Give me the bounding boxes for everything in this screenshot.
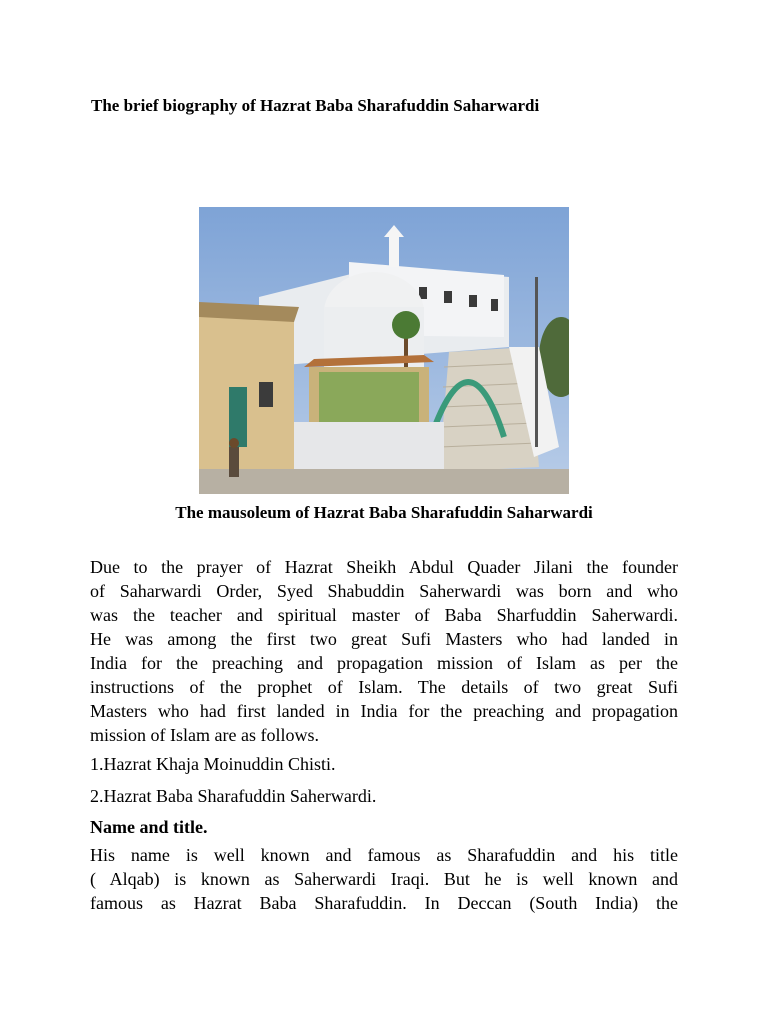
mausoleum-photo: [199, 207, 569, 494]
list-item: 2.Hazrat Baba Sharafuddin Saherwardi.: [90, 786, 377, 806]
name-title-paragraph: [90, 843, 678, 915]
paragraph-line: instructions of the prophet of Islam. The details of two great Sufi: [90, 677, 678, 697]
document-title: The brief biography of Hazrat Baba Sharafuddin Saharwardi: [91, 96, 540, 115]
paragraph-line: India for the preaching and propagation mission of Islam as per the: [90, 653, 678, 673]
photo-caption: The mausoleum of Hazrat Baba Sharafuddin Saharwardi: [175, 503, 593, 522]
paragraph-line: famous as Hazrat Baba Sharafuddin. In Deccan (South India) the: [90, 893, 678, 913]
list-item: 1.Hazrat Khaja Moinuddin Chisti.: [90, 754, 336, 774]
intro-paragraph: [90, 555, 678, 747]
section-heading: Name and title.: [90, 817, 208, 837]
paragraph-line: was the teacher and spiritual master of Baba Sharfuddin Saherwardi.: [90, 605, 678, 625]
paragraph-line: He was among the first two great Sufi Masters who had landed in: [90, 629, 678, 649]
paragraph-line: His name is well known and famous as Sharafuddin and his title: [90, 845, 678, 865]
paragraph-line: mission of Islam are as follows.: [90, 725, 319, 745]
paragraph-line: Due to the prayer of Hazrat Sheikh Abdul Quader Jilani the founder: [90, 557, 678, 577]
paragraph-line: Masters who had first landed in India for the preaching and propagation: [90, 701, 678, 721]
paragraph-line: of Saharwardi Order, Syed Shabuddin Saherwardi was born and who: [90, 581, 678, 601]
paragraph-line: ( Alqab) is known as Saherwardi Iraqi. But he is well known and: [90, 869, 678, 889]
